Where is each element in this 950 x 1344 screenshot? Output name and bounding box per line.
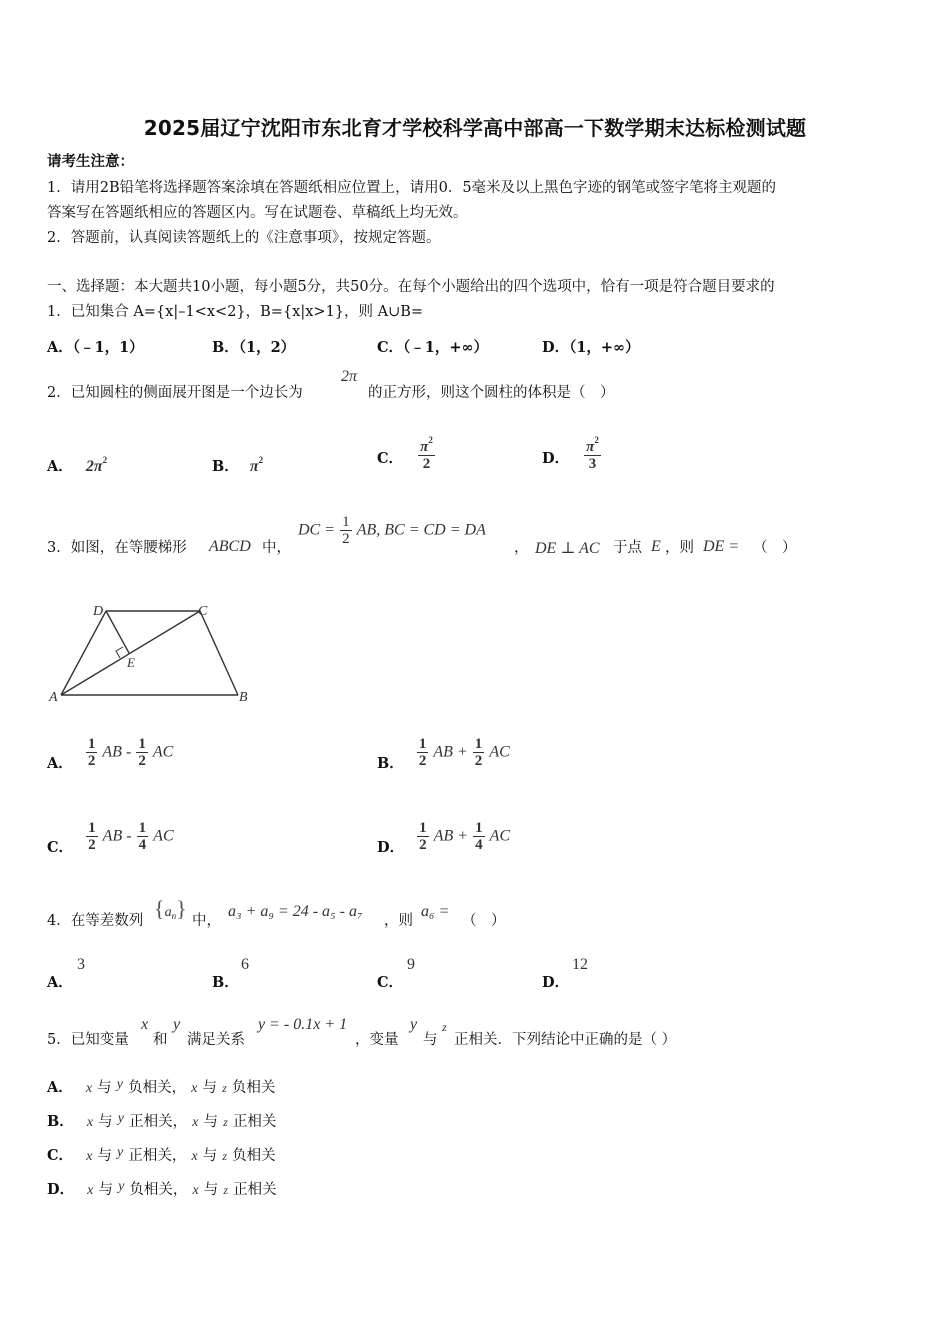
with-text: 与	[202, 1148, 218, 1164]
option-label: A．	[47, 1079, 73, 1096]
relation-1: 正相关，	[128, 1148, 187, 1164]
vector-term-2: AC	[152, 743, 174, 761]
square-exponent: 2	[258, 455, 264, 465]
var-y: y	[116, 1077, 123, 1092]
relation-2: 正相关	[233, 1182, 277, 1198]
numerator: 1	[88, 820, 96, 836]
vector-term-1: AB -	[102, 827, 132, 845]
q4-stem-pre: 4．在等差数列	[47, 913, 144, 929]
q5-stem-pre: 5．已知变量	[47, 1032, 129, 1048]
q2-c-fraction	[418, 432, 435, 472]
q5-var-y: y	[173, 1016, 181, 1033]
q4-option-d[interactable]	[542, 971, 569, 992]
with-text: 与	[203, 1182, 219, 1198]
q1-option-d[interactable]: D．（1，+∞）	[542, 339, 640, 356]
q2-option-d[interactable]	[542, 432, 601, 472]
q2-option-b[interactable]	[212, 455, 263, 476]
q5-option-d[interactable]	[47, 1178, 277, 1200]
numerator: π	[420, 439, 429, 455]
q3-de: DE =	[703, 538, 740, 555]
q3-stem-pre: 3．如图，在等腰梯形	[47, 540, 187, 556]
denominator: 2	[88, 837, 96, 853]
q4-equation: a₃ + a₉ = 24 - a₅ - a₇	[228, 903, 363, 920]
var-x: x	[192, 1115, 199, 1130]
numerator: 1	[138, 820, 147, 836]
q4-sequence: $\{a_n\}$	[154, 896, 187, 921]
denominator: 2	[422, 456, 431, 472]
var-z: z	[222, 1149, 228, 1163]
option-label: C．	[377, 974, 404, 991]
vector-term-1: AB +	[433, 743, 468, 761]
relation-2: 负相关	[231, 1080, 276, 1096]
q2-option-a[interactable]	[47, 455, 107, 476]
option-label: B．	[212, 974, 239, 991]
numerator: π	[586, 439, 595, 455]
vertex-a-label: A	[49, 690, 58, 705]
q3-perpendicular: DE ⊥ AC	[535, 540, 600, 557]
vector-term-1: AB -	[102, 743, 132, 761]
q5-option-a[interactable]	[47, 1076, 275, 1098]
q3-at-point: 于点	[613, 540, 642, 556]
numerator: 1	[474, 736, 483, 752]
q4-c-value: 9	[407, 956, 415, 973]
denominator: 2	[87, 753, 96, 769]
coef-2	[136, 736, 148, 769]
vertex-b-label: B	[239, 690, 248, 705]
with-text: 与	[97, 1080, 112, 1096]
vertex-d-label: D	[93, 604, 104, 619]
var-z: z	[223, 1183, 229, 1197]
option-label: C．	[47, 1147, 74, 1164]
var-x: x	[85, 1081, 93, 1096]
q3-comma: ，	[514, 540, 529, 556]
denominator: 2	[342, 531, 350, 547]
option-label: D．	[542, 974, 570, 991]
var-y: y	[118, 1179, 125, 1194]
numerator: 1	[419, 820, 427, 836]
with-text: 与	[98, 1182, 113, 1198]
option-label: C．	[47, 839, 74, 856]
denominator: 2	[419, 837, 427, 853]
vertex-c-label: C	[198, 604, 208, 619]
var-x: x	[86, 1115, 94, 1130]
q3-point-e: E	[651, 538, 661, 555]
square-exponent: 2	[102, 455, 108, 465]
eq-right: AB, BC = CD = DA	[356, 521, 486, 539]
q3-option-b[interactable]	[377, 732, 510, 773]
coef-2	[473, 736, 485, 769]
coef-1	[86, 820, 98, 853]
right-angle-mark	[116, 647, 123, 658]
seq-subscript: n	[171, 911, 177, 921]
q5-var-x: x	[141, 1016, 149, 1033]
var-x: x	[192, 1183, 199, 1198]
q4-b-value: 6	[241, 956, 249, 973]
numerator: 1	[138, 736, 146, 752]
option-label: B．	[377, 755, 404, 772]
relation-2: 正相关	[232, 1114, 277, 1130]
var-x: x	[86, 1149, 93, 1164]
var-x: x	[87, 1183, 94, 1198]
denominator: 2	[474, 753, 483, 769]
coef-2	[473, 820, 485, 853]
q4-option-c[interactable]	[377, 971, 403, 992]
with-text: 与	[202, 1080, 217, 1096]
q4-option-a[interactable]	[47, 971, 73, 992]
trapezoid-figure	[40, 595, 270, 710]
denominator: 4	[138, 837, 147, 853]
vector-term-2: AC	[489, 827, 511, 845]
denominator: 3	[588, 456, 597, 472]
option-label: C．	[377, 449, 404, 467]
q3-option-c[interactable]	[47, 816, 174, 857]
option-label: B．	[47, 1113, 74, 1130]
q4-stem-mid: 中，	[192, 913, 221, 929]
notice-line-3: 2．答题前，认真阅读答题纸上的《注意事项》，按规定答题。	[47, 230, 441, 246]
q2-a-math: 2π	[85, 458, 103, 475]
q3-stem-mid: 中，	[262, 540, 291, 556]
q4-a-value: 3	[77, 956, 85, 973]
q1-option-b[interactable]: B．（1，2）	[212, 339, 296, 356]
q3-condition-equation	[298, 514, 486, 547]
q2-stem-math: 2π	[341, 368, 358, 385]
q3-option-d[interactable]	[377, 816, 510, 857]
q3-then: ，则	[665, 540, 694, 556]
var-x: x	[191, 1081, 198, 1096]
q5-stem-post: 正相关．下列结论中正确的是（ ）	[454, 1032, 677, 1048]
numerator: 1	[87, 736, 96, 752]
denominator: 2	[138, 753, 146, 769]
var-y: y	[117, 1111, 124, 1126]
q2-stem-pre: 2．已知圆柱的侧面展开图是一个边长为	[47, 385, 303, 401]
coef-1	[86, 736, 98, 769]
coef-1	[417, 820, 429, 853]
option-label: D．	[377, 839, 405, 856]
page-title: 2025届辽宁沈阳市东北育才学校科学高中部高一下数学期末达标检测试题	[143, 116, 807, 140]
q3-trapezoid-name: ABCD	[209, 538, 251, 555]
q5-variable: ，变量	[355, 1032, 399, 1048]
seq-term: a	[164, 905, 172, 920]
edge-ad	[61, 611, 106, 695]
var-y: y	[117, 1145, 124, 1160]
q5-equation: y = - 0.1x + 1	[258, 1016, 348, 1033]
option-label: A．	[47, 755, 73, 772]
vector-term-2: AC	[153, 827, 174, 845]
var-z: z	[222, 1081, 227, 1095]
segment-de	[106, 611, 129, 653]
q1-option-c[interactable]: C．（﹣1，+∞）	[377, 339, 489, 356]
section-heading: 一、选择题：本大题共10小题，每小题5分，共50分。在每个小题给出的四个选项中，恰有一项是符合题目要求的	[47, 279, 775, 295]
notice-heading: 请考生注意：	[47, 153, 134, 170]
relation-1: 负相关，	[128, 1080, 187, 1096]
q4-a6: a₆ =	[421, 903, 450, 920]
option-label: D．	[47, 1181, 75, 1198]
denominator: 4	[475, 837, 483, 853]
q5-with: 与	[423, 1032, 438, 1048]
square-exponent: 2	[594, 435, 599, 445]
q1-stem: 1．已知集合 A={x|–1<x<2}，B={x|x>1}，则 A∪B=	[47, 304, 424, 320]
relation-1: 正相关，	[129, 1114, 188, 1130]
relation-1: 负相关，	[129, 1182, 188, 1198]
half-fraction	[340, 514, 352, 547]
relation-2: 负相关	[232, 1148, 276, 1164]
q5-var-y2: y	[410, 1016, 418, 1033]
coef-2	[137, 820, 149, 853]
denominator: 2	[418, 753, 427, 769]
q2-b-math: π	[249, 458, 259, 475]
option-label: A．	[47, 458, 73, 475]
q4-option-b[interactable]	[212, 971, 239, 992]
q2-stem-post: 的正方形，则这个圆柱的体积是（ ）	[368, 385, 615, 401]
q5-option-c[interactable]	[47, 1144, 276, 1166]
vector-term-1: AB +	[433, 827, 469, 845]
notice-line-2: 答案写在答题纸相应的答题区内。写在试题卷、草稿纸上均无效。	[47, 205, 468, 221]
q4-d-value: 12	[572, 956, 588, 973]
notice-line-1: 1．请用2B铅笔将选择题答案涂填在答题纸相应位置上，请用0．5毫米及以上黑色字迹的钢笔或签字笔将主观题的	[47, 180, 777, 196]
option-label: A．	[47, 974, 73, 991]
numerator: 1	[418, 736, 427, 752]
numerator: 1	[342, 514, 350, 530]
point-e-label: E	[127, 655, 135, 670]
q5-var-z: z	[442, 1020, 447, 1034]
q5-and: 和	[153, 1032, 168, 1048]
with-text: 与	[97, 1148, 112, 1164]
vector-term-2: AC	[489, 743, 510, 761]
q4-paren: （ ）	[462, 913, 506, 929]
q2-d-fraction	[584, 432, 601, 472]
q1-option-a[interactable]: A．（﹣1，1）	[47, 339, 144, 356]
q3-paren: （ ）	[753, 540, 797, 556]
with-text: 与	[98, 1114, 113, 1130]
coef-1	[417, 736, 429, 769]
option-label: D．	[542, 449, 570, 467]
var-z: z	[223, 1115, 228, 1129]
square-exponent: 2	[428, 435, 433, 445]
diagonal-ac	[61, 611, 200, 695]
numerator: 1	[475, 820, 483, 836]
with-text: 与	[203, 1114, 218, 1130]
var-x: x	[191, 1149, 198, 1164]
q4-then: ，则	[384, 913, 413, 929]
q2-option-c[interactable]	[377, 432, 435, 472]
eq-left: DC =	[298, 521, 336, 539]
q3-option-a[interactable]	[47, 732, 173, 773]
option-label: B．	[212, 458, 239, 475]
q5-option-b[interactable]	[47, 1110, 276, 1132]
edge-cb	[200, 611, 238, 695]
q5-relation: 满足关系	[187, 1032, 245, 1048]
